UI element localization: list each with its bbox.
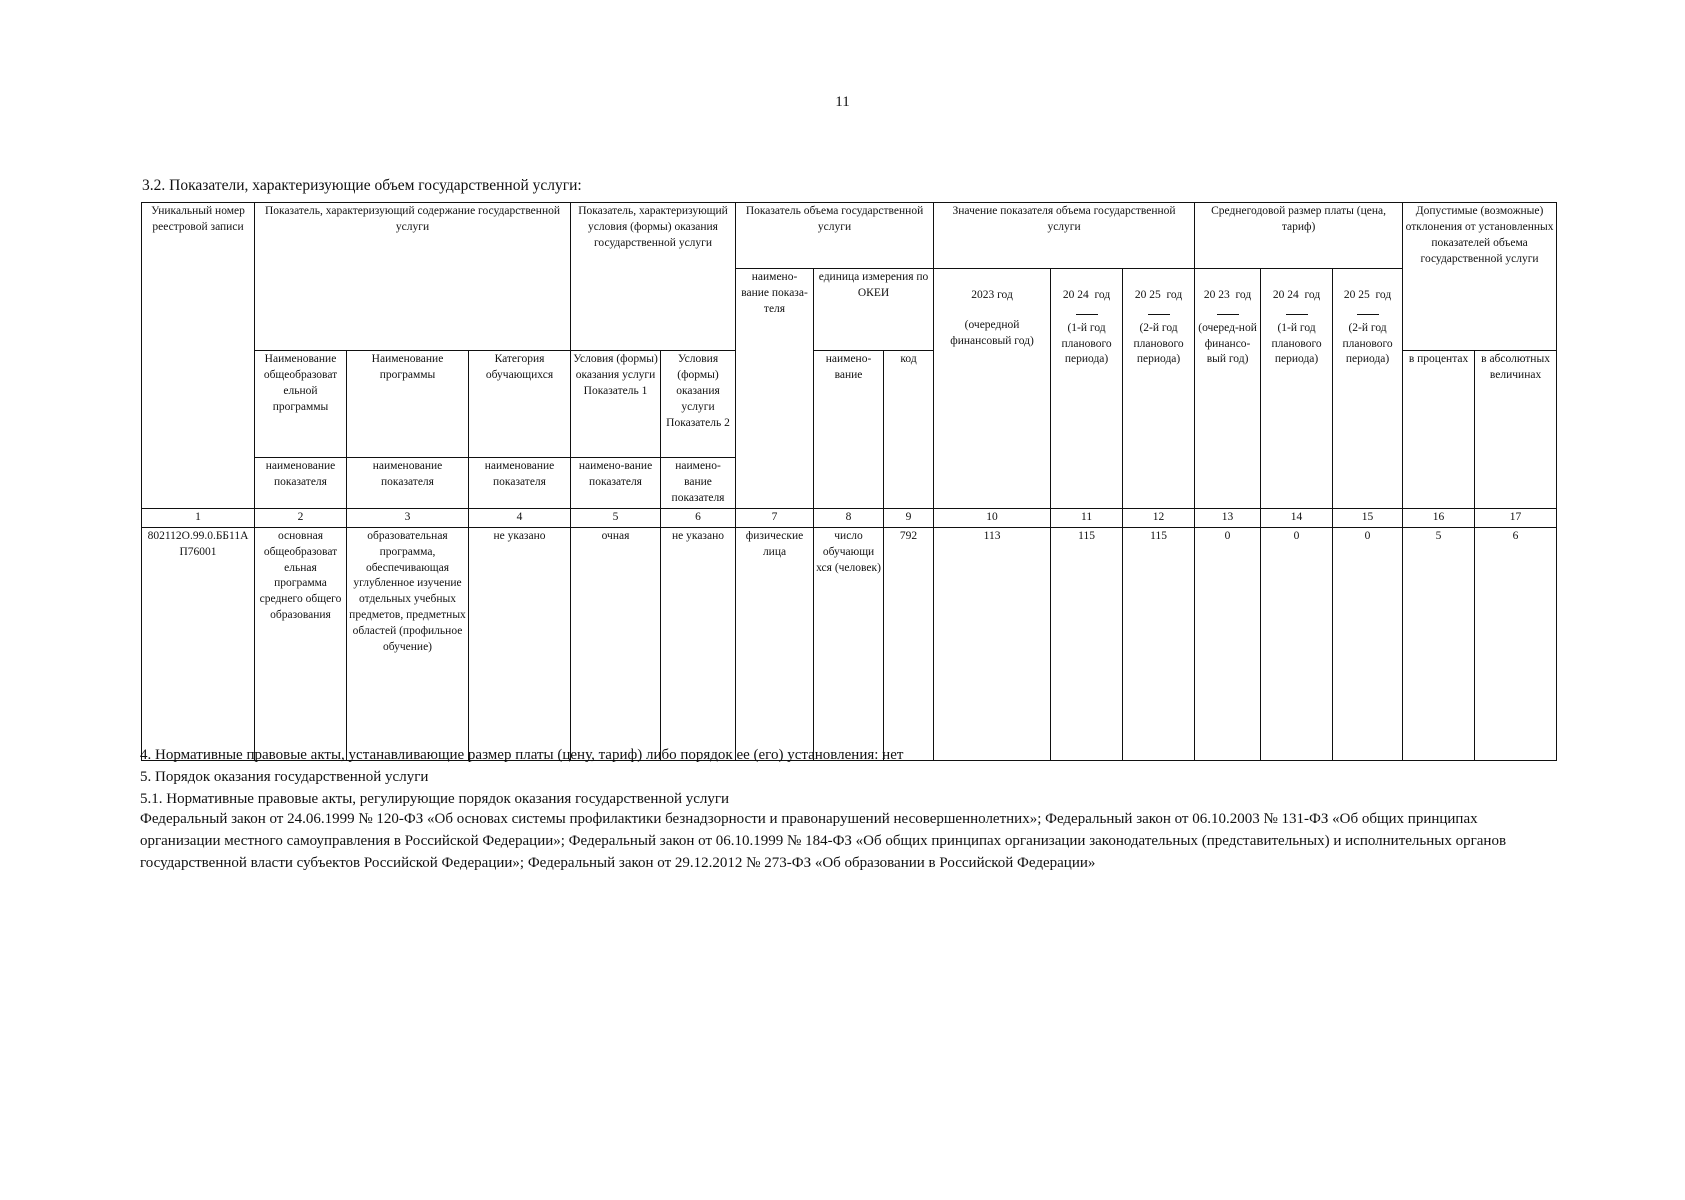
cell-deviation-percent: 5 bbox=[1403, 527, 1475, 760]
fee-2024-label: 20 24 год bbox=[1272, 288, 1321, 301]
header-content-indicator: Показатель, характеризующий содержание государственной услуги bbox=[255, 203, 571, 269]
table-row bbox=[142, 527, 1557, 760]
column-number: 5 bbox=[571, 509, 661, 528]
header-condition-2: Условия (формы) оказания услуги Показатель 2 bbox=[661, 351, 736, 458]
header-indicator-name-5: наимено-вание показателя bbox=[571, 458, 661, 509]
cell-unit-name: число обучающи хся (человек) bbox=[814, 527, 884, 760]
fee-2025-label: 20 25 год bbox=[1343, 288, 1392, 301]
paragraph-5-1: 5.1. Нормативные правовые акты, регулирующие порядок оказания государственной услуги bbox=[140, 791, 730, 807]
cell-program: образовательная программа, обеспечивающая углубленное изучение отдельных учебных предметов, предметных областей (профильное обучение) bbox=[347, 527, 469, 760]
cell-form: очная bbox=[571, 527, 661, 760]
header-unit-okei: единица измерения по ОКЕИ bbox=[814, 268, 934, 351]
header-indicator-name-6: наимено-вание показателя bbox=[661, 458, 736, 509]
cell-unique-number: 802112О.99.0.ББ11АП76001 bbox=[142, 527, 255, 760]
section-title: 3.2. Показатели, характеризующие объем государственной услуги: bbox=[142, 177, 582, 194]
column-number: 15 bbox=[1333, 509, 1403, 528]
cell-value-2023: 113 bbox=[934, 527, 1051, 760]
column-number: 11 bbox=[1051, 509, 1123, 528]
year-2024-label: 20 24 год bbox=[1062, 288, 1111, 301]
header-deviation-percent: в процентах bbox=[1403, 351, 1475, 509]
cell-deviation-absolute: 6 bbox=[1475, 527, 1557, 760]
year-2025-label: 20 25 год bbox=[1134, 288, 1183, 301]
volume-indicators-table bbox=[141, 202, 1557, 761]
laws-text: Федеральный закон от 24.06.1999 № 120-ФЗ «Об основах системы профилактики безнадзорности и правонарушений несовершеннолетних»; Федеральный закон от 06.10.2003 № 131-ФЗ «Об общих принципах организации местного самоуправления в Российской Федерации»; Федеральный закон от 06.10.1999 № 184-ФЗ «Об общих принципах организации законодательных (представительных) и исполнительных органов государственной власти субъектов Российской Федерации»; Федеральный закон от 29.12.2012 № 273-ФЗ «Об образовании в Российской Федерации» bbox=[140, 811, 1507, 871]
page-number: 11 bbox=[835, 94, 850, 110]
column-number: 13 bbox=[1195, 509, 1261, 528]
paragraph-5: 5. Порядок оказания государственной услуги bbox=[140, 769, 429, 785]
year-2023-label: 2023 год bbox=[971, 288, 1013, 301]
column-number: 8 bbox=[814, 509, 884, 528]
header-conditions-spacer bbox=[571, 268, 736, 351]
header-unit-code: код bbox=[884, 351, 934, 509]
header-year-2024 bbox=[1051, 268, 1123, 508]
header-unique-number: Уникальный номер реестровой записи bbox=[142, 203, 255, 509]
header-volume-name: наимено-вание показа-теля bbox=[736, 268, 814, 508]
header-indicator-name-4: наименование показателя bbox=[469, 458, 571, 509]
column-number: 9 bbox=[884, 509, 934, 528]
column-number: 1 bbox=[142, 509, 255, 528]
column-number: 17 bbox=[1475, 509, 1557, 528]
header-fee-2025 bbox=[1333, 268, 1403, 508]
header-indicator-name-2: наименование показателя bbox=[255, 458, 347, 509]
header-conditions-indicator: Показатель, характеризующий условия (формы) оказания государственной услуги bbox=[571, 203, 736, 269]
header-indicator-name-3: наименование показателя bbox=[347, 458, 469, 509]
column-number: 4 bbox=[469, 509, 571, 528]
fee-2025-note: (2-й год планового периода) bbox=[1342, 321, 1393, 366]
cell-program-name: основная общеобразоват ельная программа среднего общего образования bbox=[255, 527, 347, 760]
column-number: 3 bbox=[347, 509, 469, 528]
column-number: 14 bbox=[1261, 509, 1333, 528]
cell-fee-2025: 0 bbox=[1333, 527, 1403, 760]
year-2023-note: (очередной финансовый год) bbox=[950, 318, 1034, 347]
header-content-spacer bbox=[255, 268, 571, 351]
cell-volume-name: физические лица bbox=[736, 527, 814, 760]
cell-fee-2024: 0 bbox=[1261, 527, 1333, 760]
column-number: 10 bbox=[934, 509, 1051, 528]
cell-unit-code: 792 bbox=[884, 527, 934, 760]
header-year-2023 bbox=[934, 268, 1051, 508]
header-allowed-deviation: Допустимые (возможные) отклонения от установленных показателей объема государственной услуги bbox=[1403, 203, 1557, 269]
year-2025-note: (2-й год планового периода) bbox=[1133, 321, 1184, 366]
column-number: 12 bbox=[1123, 509, 1195, 528]
header-condition-1: Условия (формы) оказания услуги Показатель 1 bbox=[571, 351, 661, 458]
header-volume-value: Значение показателя объема государственной услуги bbox=[934, 203, 1195, 269]
header-deviation-absolute: в абсолютных величинах bbox=[1475, 351, 1557, 509]
header-program-name: Наименование общеобразоват ельной программы bbox=[255, 351, 347, 458]
header-category: Категория обучающихся bbox=[469, 351, 571, 458]
column-number: 6 bbox=[661, 509, 736, 528]
column-number: 7 bbox=[736, 509, 814, 528]
cell-condition-2: не указано bbox=[661, 527, 736, 760]
fee-2023-note: (очеред-ной финансо-вый год) bbox=[1198, 321, 1257, 366]
cell-value-2024: 115 bbox=[1051, 527, 1123, 760]
paragraph-4: 4. Нормативные правовые акты, устанавливающие размер платы (цену, тариф) либо порядок ее (его) установления: нет bbox=[140, 747, 904, 763]
header-fee-2023 bbox=[1195, 268, 1261, 508]
year-2024-note: (1-й год планового периода) bbox=[1061, 321, 1112, 366]
cell-category: не указано bbox=[469, 527, 571, 760]
column-number-row bbox=[142, 509, 1557, 528]
header-deviation-spacer bbox=[1403, 268, 1557, 351]
fee-2023-label: 20 23 год bbox=[1203, 288, 1252, 301]
cell-fee-2023: 0 bbox=[1195, 527, 1261, 760]
column-number: 2 bbox=[255, 509, 347, 528]
cell-value-2025: 115 bbox=[1123, 527, 1195, 760]
fee-2024-note: (1-й год планового периода) bbox=[1271, 321, 1322, 366]
header-unit-name: наимено-вание bbox=[814, 351, 884, 509]
column-number: 16 bbox=[1403, 509, 1475, 528]
header-program: Наименование программы bbox=[347, 351, 469, 458]
header-year-2025 bbox=[1123, 268, 1195, 508]
header-fee-2024 bbox=[1261, 268, 1333, 508]
header-average-fee: Среднегодовой размер платы (цена, тариф) bbox=[1195, 203, 1403, 269]
header-volume-indicator: Показатель объема государственной услуги bbox=[736, 203, 934, 269]
